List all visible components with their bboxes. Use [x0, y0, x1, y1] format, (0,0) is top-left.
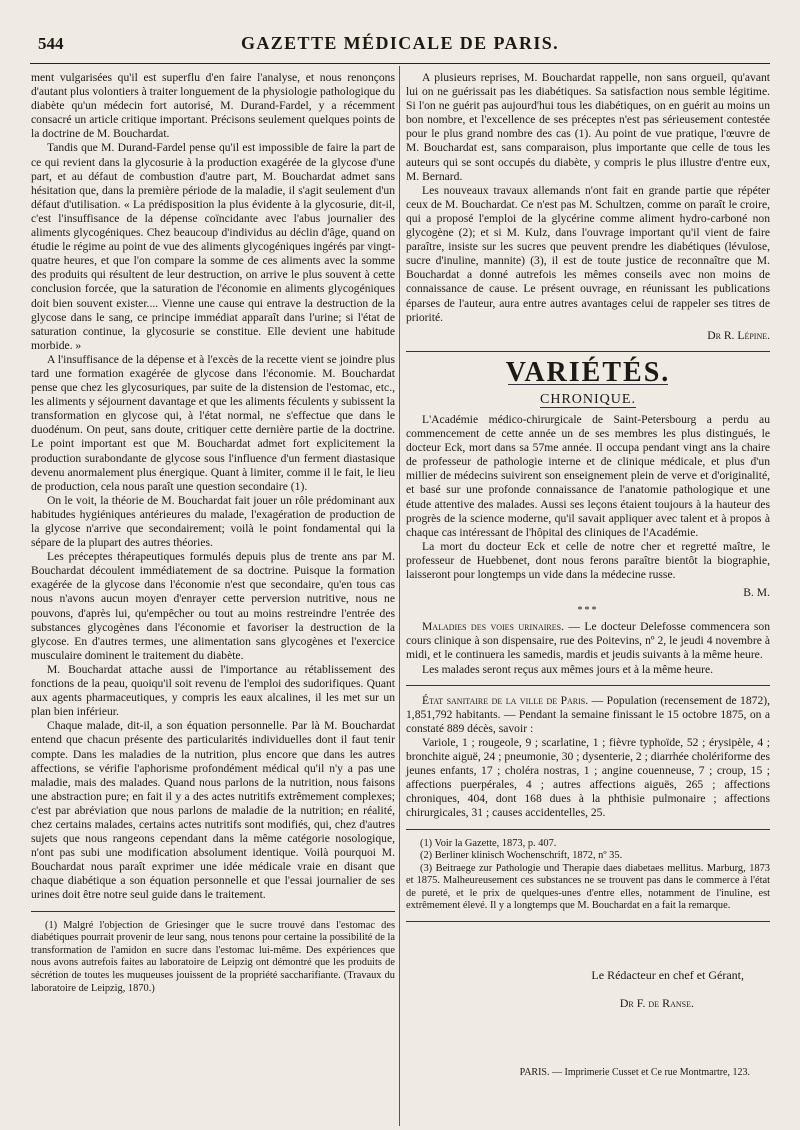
etat-heading: État sanitaire de la ville de Paris.: [422, 693, 589, 707]
asterism: ***: [577, 605, 599, 617]
paragraph: L'Académie médico-chirurgicale de Saint-Petersbourg a perdu au commencement de cette année un de ses membres les plus distingués, le docteur Eck, mort dans sa 57me année. Il occupa pendant vingt ans la chaire de professeur de pathologie interne et de clinique médicale, et plus d'un millier de médecins suivirent son enseignement plein de verve et d'originalité, et basé sur une profonde connaissance de l'anatomie pathologique et une étude attentive des malades. Aussi ses leçons étaient toujours à la hauteur des progrès de la science moderne, qu'il savait appliquer avec talent et à propos à chaque cas intéressant de l'hôpital des cliniques de l'Académie.: [406, 412, 770, 539]
section-title: VARIÉTÉS.: [505, 356, 671, 388]
page-number: 544: [38, 34, 64, 53]
paragraph: On le voit, la théorie de M. Bouchardat fait jouer un rôle prédominant aux habitudes hygiéniques antérieures du malade, l'exagération de production de la glycose n'arrive que secondairement; voilà le point fondamental qui la sépare de la plupart des autres théories.: [31, 493, 395, 550]
page-header: [30, 30, 770, 60]
maladies-paragraph: [406, 620, 770, 662]
note: (1) Voir la Gazette, 1873, p. 407.: [420, 837, 557, 849]
maladies-heading: Maladies des voies urinaires.: [422, 620, 564, 634]
note: (2) Berliner klinisch Wochenschrift, 1872, nº 35.: [420, 850, 623, 862]
notes-end-rule: [406, 921, 770, 922]
paragraph: Les nouveaux travaux allemands n'ont fait en grande partie que répéter ceux de M. Bouchardat. Ce n'est pas M. Schultzen, comme on paraît le croire, qui a proposé l'emploi de la glycérine comme aliment hydro-carboné non glycogène (2); et si M. Kulz, dans l'ouvrage important qu'il vient de faire paraître, insiste sur les sucres que peuvent prendre les diabétiques (lévulose, sucre d'inuline, mannite) (3), il est de toute justice de reconnaître que M. Bouchardat a donné autrefois les mêmes conseils avec non moins de connaissance de cause. Le présent ouvrage, en réunissant les publications éparses de l'auteur, aura entre autres avantages celui de rappeler ses titres de priorité.: [406, 183, 770, 324]
maladies-text: — Le docteur Delefosse commencera son cours clinique à son dispensaire, rue des Poitevins, nº 2, le jeudi 4 novembre à midi, et le continuera les samedis, mardis et jeudis suivants à la même heure.: [406, 620, 770, 662]
subsection-title-text: CHRONIQUE.: [540, 391, 636, 407]
notes-rule: [406, 829, 770, 830]
paragraph: A l'insuffisance de la dépense et à l'excès de la recette vient se joindre plus tard une formation exagérée de glycose dans l'économie. M. Bouchardat pense que chez les glycosuriques, par suite de la distension de l'estomac, etc., les aliments y séjournent davantage et que les aliments féculents y subissent la transformation en glycose qui, à l'état normal, ne s'effectue que dans le duodénum. On peut, sans doute, critiquer cette dernière partie de la doctrine. Le point important est que M. Bouchardat admet fort explicitement la production surabondante de glycose sous l'influence d'un ferment diastasique devenu anormalement plus énergique. Quant à limiter, comme il le fait, le lieu de production, cela nous paraît une question secondaire (1).: [31, 352, 395, 493]
redacteur-line: Le Rédacteur en chef et Gérant,: [591, 968, 744, 983]
paragraph: Les préceptes thérapeutiques formulés depuis plus de trente ans par M. Bouchardat découlent immédiatement de sa doctrine. Puisque la formation exagérée de la glycose dans l'économie n'est que secondaire, qu'en tous cas nous n'avons aucun moyen d'enrayer cette perversion nutritive, nous ne pouvons, d'après lui, qu'empêcher ou tout au moins restreindre l'entrée des substances glycogènes dans l'économie et favoriser la destruction de la glycose. En d'autres termes, une alimentation sans glycogènes et l'exercice musculaire dominent le traitement du diabète.: [31, 550, 395, 662]
paragraph: A plusieurs reprises, M. Bouchardat rappelle, non sans orgueil, qu'avant lui on ne guérissait pas les diabétiques. Sa satisfaction nous semble légitime. Si l'on ne guérit pas aujourd'hui tous les diabétiques, on en guérit au moins un bon nombre, et l'excellence de ses préceptes n'est pas sérieusement contestée pour le plus grand nombre des cas (1). Au point de vue pratique, l'œuvre de M. Bouchardat est, sans comparaison, plus importante que celle de tous les auteurs qui se sont occupés du diabète, y compris le plus illustre d'entre eux, M. Bernard.: [406, 71, 770, 183]
header-rule: [30, 63, 770, 64]
paragraph: Tandis que M. Durand-Fardel pense qu'il est impossible de faire la part de ce qui revient dans la glycosurie à la production exagérée de la glycose d'une part, et au défaut de combustion d'autre part, M. Bouchardat admet sans hésitation que, dans la première période de la maladie, il s'agit seulement d'un défaut d'utilisation. « La prédisposition la plus évidente à la glycosurie, dit-il, c'est l'insuffisance de la dépense coïncidante avec l'abus journalier des aliments glycogéniques. Chez beaucoup d'individus au déclin d'âge, quand on étudie le régime au point de vue des aliments glycogéniques ingérés par vingt-quatre heures, et que l'on compare la somme de ces aliments avec la somme des produits qui résultent de leur destruction, on arrive le plus souvent à cette conclusion forcée, que la saturation de l'économie en aliments glycogéniques doit bien souvent exister.... Vienne une cause qui entrave la destruction de la glycose dans le sang, ce principe immédiat apparaît dans l'urine; si l'état de saturation continue, la glycosurie se constitue. Elle devient une habitude morbide. »: [31, 141, 395, 352]
note: (3) Beitraege zur Pathologie und Therapie daes diabetaes mellitus. Marburg, 1873 et 1875. Malheureusement ces substances ne se trouvent pas dans le commerce à l'état de pureté, et le prix de quelques-unes d'entre elles, notamment de l'inuline, est extrêmement élevé. Il y a longtemps que M. Bouchardat en a fait la remarque.: [406, 862, 770, 912]
paragraph: M. Bouchardat attache aussi de l'importance au rétablissement des fonctions de la peau, quoiqu'il soit revenu de l'emploi des sudorifiques. Quant aux agents pharmaceutiques, y compris les eaux alcalines, il les met sur un plan bien inférieur.: [31, 662, 395, 719]
printer-line: PARIS. — Imprimerie Cusset et Ce rue Montmartre, 123.: [519, 1067, 750, 1079]
chronique-signature: B. M.: [743, 586, 770, 600]
footnote-rule: [31, 911, 395, 912]
footnote-text: (1) Malgré l'objection de Griesinger que le sucre trouvé dans l'estomac des diabétiques pourrait provenir de leur sang, nous tenons pour certaine la possibilité de la transformation de l'amidon en sucre dans l'estomac lui-même. Des expériences que nous avons autrefois faites au laboratoire de Leipzig ont démontré que les produits de sécrétion de toutes les muqueuses jouissent de la propriété saccharifiante. (Travaux du laboratoire de Leipzig, 1870.): [31, 919, 395, 994]
journal-title: GAZETTE MÉDICALE DE PARIS.: [240, 33, 560, 53]
right-column: [406, 71, 770, 1121]
paragraph: La mort du docteur Eck et celle de notre cher et regretté maître, le professeur de Huebbenet, dont nous ferons paraître bientôt la biographie, laisseront pour longtemps un vide dans la médecine russe.: [406, 539, 770, 581]
paragraph: ment vulgarisées qu'il est superflu d'en faire l'analyse, et nous renonçons d'autant plus volontiers à traiter longuement de la physiologie pathologique du diabète qu'un médecin fort autorisé, M. Durand-Fardel, y a récemment consacré un article critique important. Précisons seulement quelques points de la doctrine de M. Bouchardat.: [31, 71, 395, 141]
author-signature: Dr R. Lépine.: [707, 328, 770, 342]
etat-text: — Population (recensement de 1872), 1,851,792 habitants. — Pendant la semaine finissant le 15 octobre 1875, on a constaté 889 décès, savoir :: [406, 693, 771, 735]
column-divider: [399, 66, 400, 1126]
paragraph: Les malades seront reçus aux mêmes jours et à la même heure.: [422, 662, 714, 676]
subsection-title: [406, 393, 770, 407]
footnote: [31, 920, 395, 996]
gerant-name: Dr F. de Ranse.: [619, 996, 694, 1011]
mortality-list: Variole, 1 ; rougeole, 9 ; scarlatine, 1 ; fièvre typhoïde, 52 ; érysipèle, 4 ; bronchite aiguë, 24 ; pneumonie, 30 ; dysenterie, 2 ; diarrhée cholériforme des jeunes enfants, 17 ; choléra nostras, 1 ; angine couenneuse, 7 ; croup, 15 ; affections puerpérales, 4 ; autres affections aiguës, 265 ; affections chroniques, 404, dont 168 dues à la phthisie pulmonaire ; affections chirurgicales, 31 ; causes accidentelles, 25.: [406, 735, 770, 820]
section-rule: [406, 351, 770, 352]
notes: [406, 838, 770, 914]
spacer: [406, 930, 770, 968]
left-column: [31, 71, 395, 1121]
etat-paragraph: [406, 694, 770, 736]
section-rule: [406, 685, 770, 686]
paragraph: Chaque malade, dit-il, a son équation personnelle. Par là M. Bouchardat entend que chacun présente des particularités individuelles dont il faut tenir compte. Dans les maladies de la nutrition, plus encore que dans les autres affections, se vérifie l'aphorisme profondément médical qu'il n'y a pas une maladie, mais des malades. Quand nous parlons de la nutrition, nous faisons une abstraction pure; en fait il y a des actes nutritifs extrêmement complexes; c'est par abréviation que nous parlons de maladie de la nutrition; en réalité, chez certains malades, certains actes nutritifs sont modifiés, qui, chez d'autres sujets que nous rangeons cependant dans la même catégorie nosologique, n'ont pas subi une modification absolument identique. Voilà pourquoi M. Bouchardat nous paraît exprimer une idée médicale vraie en disant que chaque diabétique a son équation personnelle et que l'essai journalier de ses urines doit être notre seul guide dans le traitement.: [31, 719, 395, 902]
